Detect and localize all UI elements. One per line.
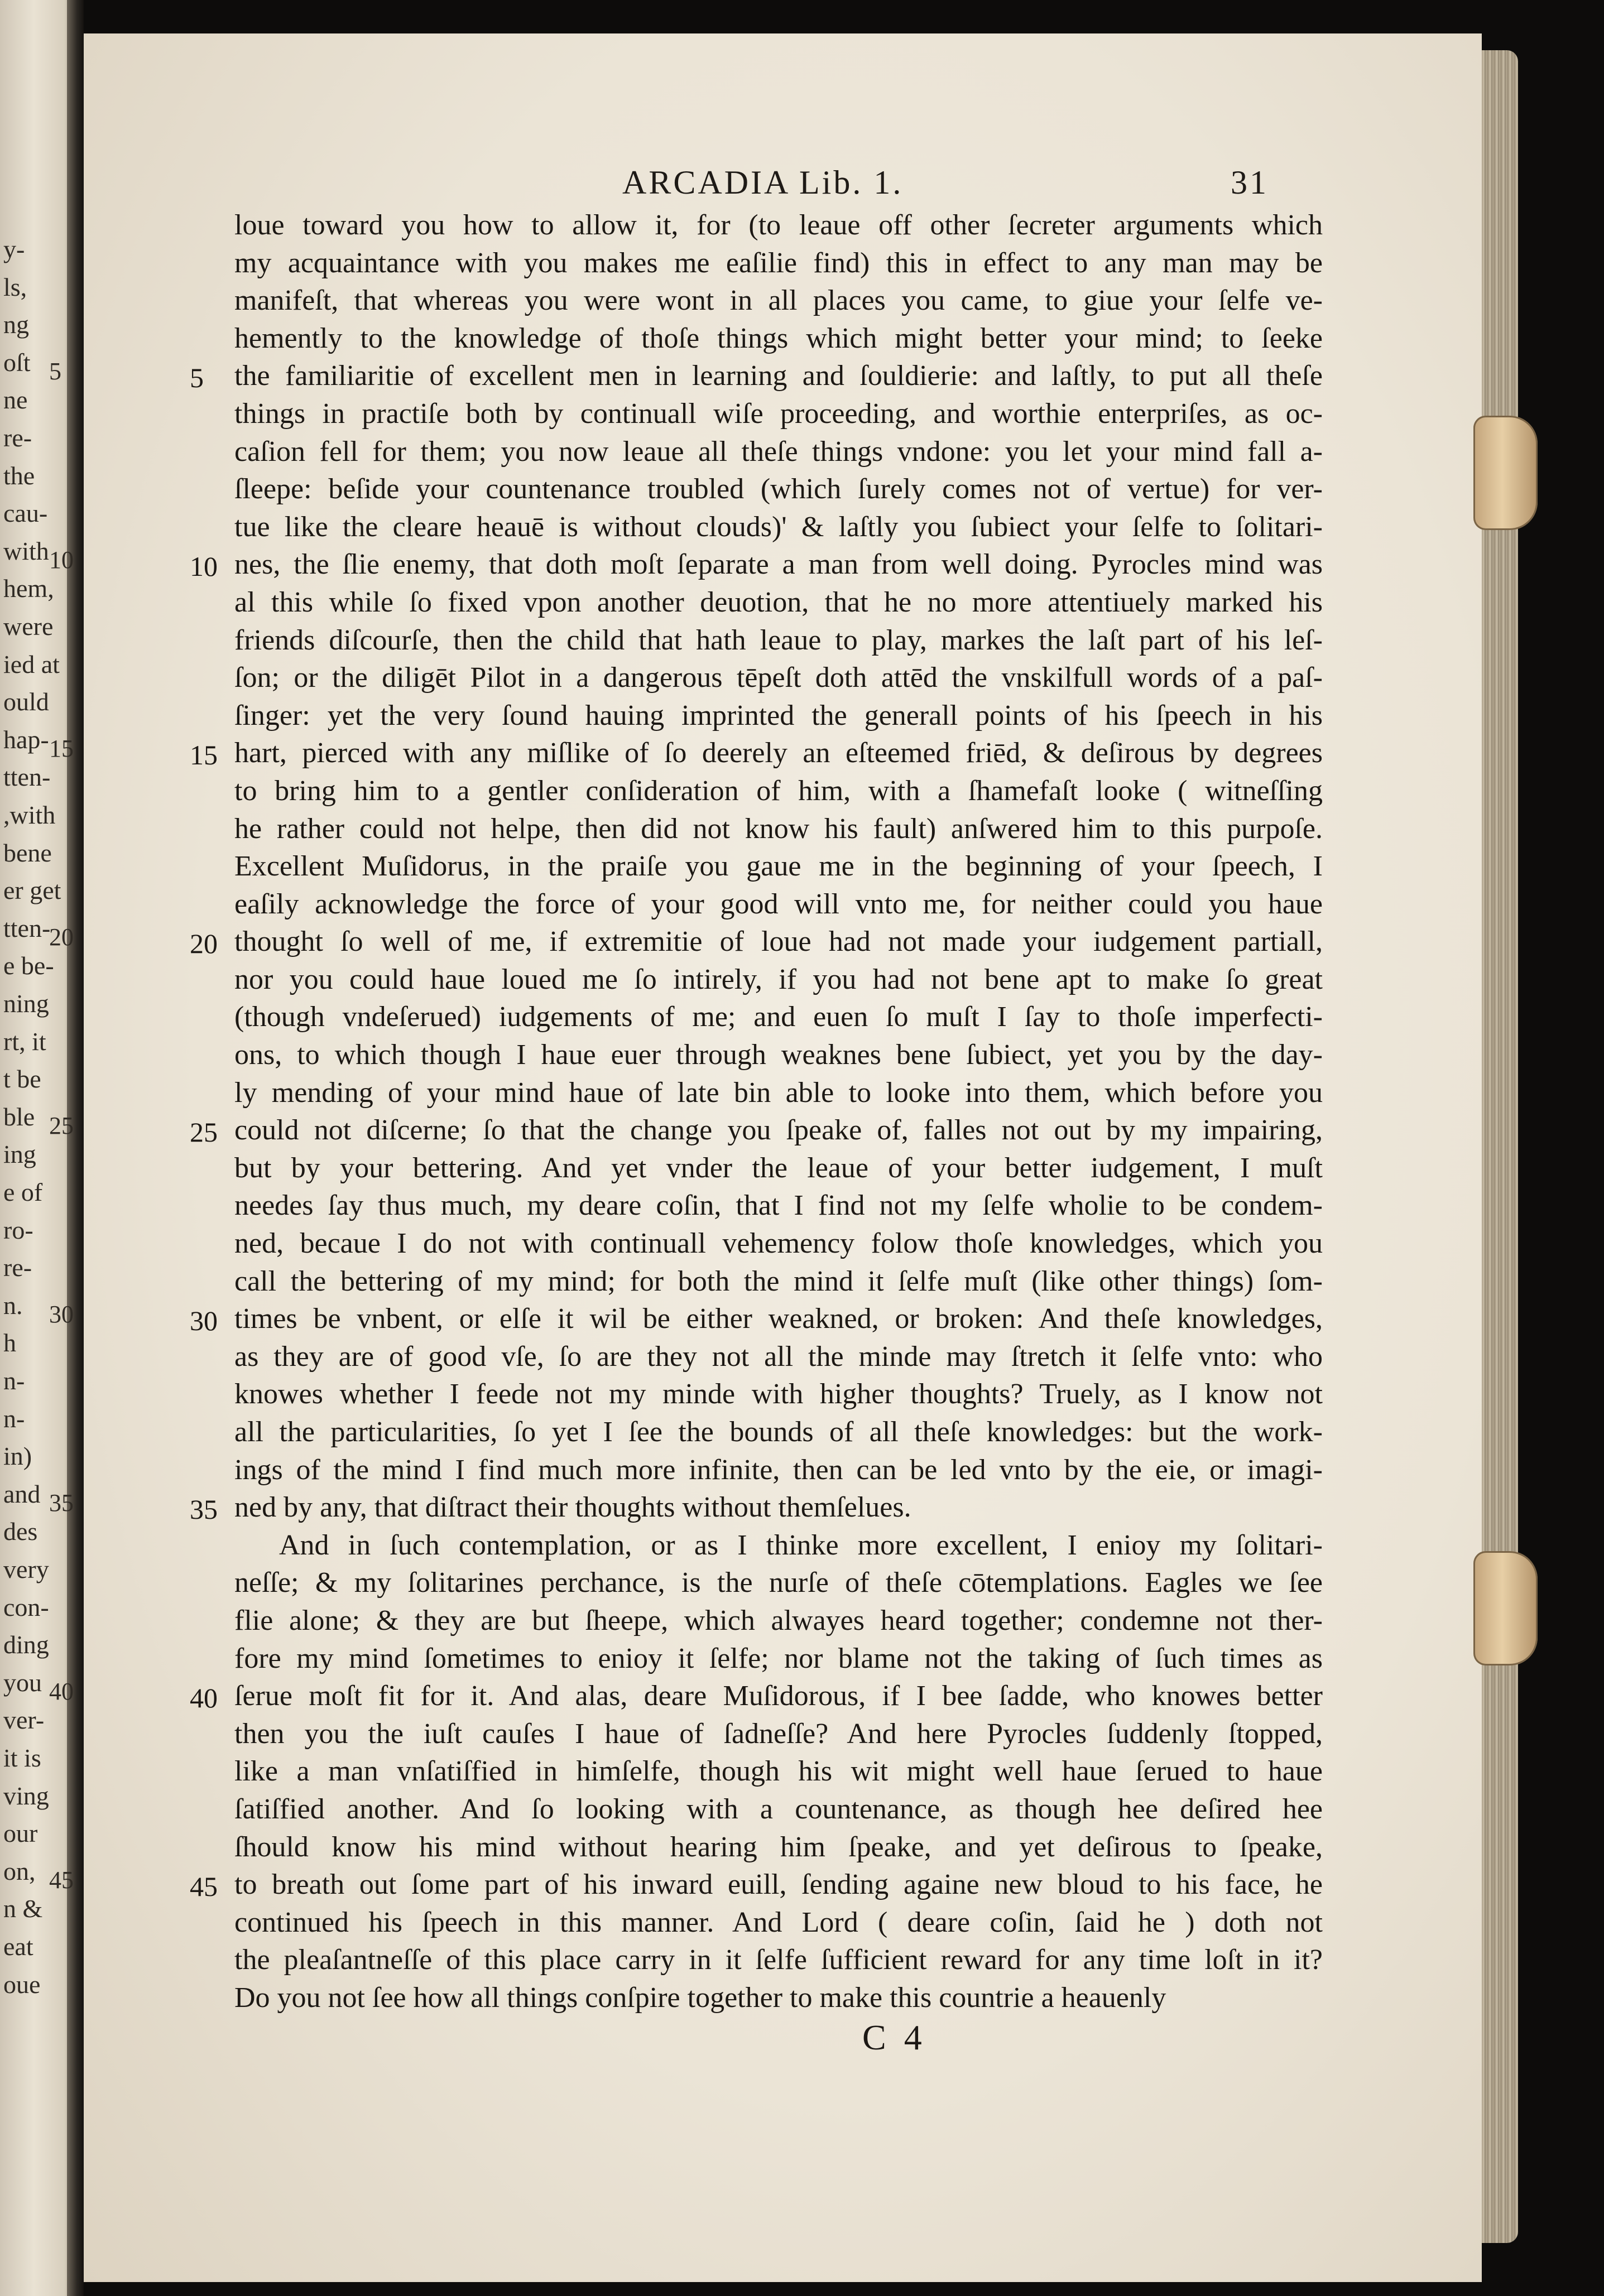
facing-page-fragment: ng xyxy=(3,310,29,339)
facing-page-fragment: on, xyxy=(3,1856,36,1885)
facing-page-fragment: oue xyxy=(3,1970,41,1999)
facing-page-fragment: hap- xyxy=(3,725,49,754)
facing-page-line-number: 10 xyxy=(49,546,74,574)
clasp-upper xyxy=(1473,416,1538,530)
text-line: things in practiſe both by continuall wiſe proceeding, and worthie enterpriſes, as oc- xyxy=(234,397,1323,430)
text-line: ſinger: yet the very ſound hauing imprinted the generall points of his ſpeech in his xyxy=(234,699,1323,731)
text-line: ons, to which though I haue euer through weaknes bene ſubiect, yet you by the day- xyxy=(234,1039,1323,1071)
facing-page-fragment: the xyxy=(3,461,35,490)
text-line: hemently to the knowledge of thoſe things which might better your mind; to ſeeke xyxy=(234,322,1323,354)
text-line: And in ſuch contemplation, or as I thinke more excellent, I enioy my ſolitari- xyxy=(279,1529,1323,1561)
facing-page-line-number: 15 xyxy=(49,735,74,762)
running-head xyxy=(0,163,1604,203)
facing-page-fragment: ro- xyxy=(3,1215,33,1244)
facing-page-fragment: e be- xyxy=(3,951,54,980)
facing-page-fragment: rt, it xyxy=(3,1027,46,1056)
facing-page-fragment: ls, xyxy=(3,272,27,301)
text-line: ſon; or the diligēt Pilot in a dangerous tēpeſt doth attēd the vnskilfull words of a paſ- xyxy=(234,662,1323,694)
facing-page-fragment: ould xyxy=(3,687,49,716)
facing-page-line-number: 30 xyxy=(49,1301,74,1328)
facing-page-fragment: ning xyxy=(3,989,49,1018)
facing-page-fragment: oſt xyxy=(3,348,31,377)
text-line: ly mending of your mind haue of late bin able to looke into them, which before you xyxy=(234,1076,1323,1109)
facing-page-fragment: bene xyxy=(3,838,52,867)
facing-page-fragment: tten- xyxy=(3,913,51,942)
facing-page-fragment: n- xyxy=(3,1366,25,1395)
text-line: loue toward you how to allow it, for (to leaue off other ſecreter arguments which xyxy=(234,209,1323,241)
text-line: flie alone; & they are but ſheepe, which alwayes heard together; condemne not ther- xyxy=(234,1604,1323,1636)
facing-page-fragment: with xyxy=(3,536,49,565)
facing-page-fragment: in) xyxy=(3,1442,32,1471)
folio-number: 31 xyxy=(1231,164,1269,201)
text-line: but by your bettering. And yet vnder the leaue of your better iudgement, I muſt xyxy=(234,1152,1323,1184)
text-line: ings of the mind I find much more infinite, then can be led vnto by the eie, or imagi- xyxy=(234,1453,1323,1486)
text-line: neſſe; & my ſolitarines perchance, is the nurſe of theſe cōtemplations. Eagles we ſee xyxy=(234,1567,1323,1599)
facing-page-fragment: con- xyxy=(3,1592,49,1621)
facing-page-fragment: ne xyxy=(3,386,28,415)
text-line: eaſily acknowledge the force of your good will vnto me, for neither could you haue xyxy=(234,888,1323,920)
text-line: fore my mind ſometimes to enioy it ſelfe; nor blame not the taking of ſuch times as xyxy=(234,1642,1323,1674)
facing-page-line-number: 35 xyxy=(49,1489,74,1517)
text-line: call the bettering of my mind; for both the mind it ſelfe muſt (like other things) ſom- xyxy=(234,1265,1323,1297)
facing-page-fragment: hem, xyxy=(3,574,54,603)
facing-page-fragment: very xyxy=(3,1555,49,1583)
text-line: the familiaritie of excellent men in learning and ſouldierie: and laſtly, to put all theſe xyxy=(234,360,1323,392)
facing-page-line-number: 40 xyxy=(49,1678,74,1705)
text-line: Do you not ſee how all things conſpire together to make this countrie a heauenly xyxy=(234,1981,1166,2014)
text-line: then you the iuſt cauſes I haue of ſadneſſe? And here Pyrocles ſuddenly ſtopped, xyxy=(234,1717,1323,1750)
text-line: (though vndeſerued) iudgements of me; and euen ſo muſt I ſay to thoſe imperfecti- xyxy=(234,1001,1323,1033)
text-line: he rather could not helpe, then did not know his fault) anſwered him to this purpoſe. xyxy=(234,812,1323,845)
facing-page-fragment: ble xyxy=(3,1102,35,1131)
text-line: ſatiſfied another. And ſo looking with a countenance, as though hee deſired hee xyxy=(234,1793,1323,1825)
text-line: ſhould know his mind without hearing him ſpeake, and yet deſirous to ſpeake, xyxy=(234,1831,1323,1863)
text-line: caſion fell for them; you now leaue all theſe things vndone: you let your mind fall a- xyxy=(234,435,1323,468)
facing-page-fragment: ied at xyxy=(3,649,60,678)
facing-page-fragment: our xyxy=(3,1819,38,1848)
facing-page-fragment: tten- xyxy=(3,763,51,792)
facing-page-fragment: t be xyxy=(3,1065,41,1094)
text-line: the pleaſantneſſe of this place carry in it ſelfe ſufficient reward for any time loſt in it? xyxy=(234,1944,1323,1976)
body-text xyxy=(234,206,1323,2017)
text-line: thought ſo well of me, if extremitie of loue had not made your iudgement partiall, xyxy=(234,926,1323,958)
text-line: to bring him to a gentler conſideration of him, with a ſhamefaſt looke ( witneſſing xyxy=(234,774,1323,807)
facing-page-fragment: were xyxy=(3,612,54,641)
running-title: ARCADIA Lib. 1. xyxy=(622,164,904,201)
text-line: ned, becaue I do not with continuall vehemency folow thoſe knowledges, which you xyxy=(234,1228,1323,1260)
text-line: nes, the ſlie enemy, that doth moſt ſeparate a man from well doing. Pyrocles mind was xyxy=(234,548,1323,581)
line-number: 10 xyxy=(190,551,218,583)
facing-page-fragment: cau- xyxy=(3,499,48,528)
facing-page-fragment: ving xyxy=(3,1781,49,1810)
line-number: 15 xyxy=(190,739,218,771)
facing-page-fragment: re- xyxy=(3,1253,32,1282)
facing-page-fragment: n & xyxy=(3,1894,43,1923)
text-line: needes ſay thus much, my deare coſin, that I find not my ſelfe wholie to be condem- xyxy=(234,1190,1323,1222)
facing-page-fragment: ,with xyxy=(3,801,56,829)
clasp-lower xyxy=(1473,1551,1538,1666)
text-line: ſerue moſt fit for it. And alas, deare Muſidorous, if I bee ſadde, who knowes better xyxy=(234,1680,1323,1712)
facing-page-line-number: 45 xyxy=(49,1866,74,1894)
text-line: nor you could haue loued me ſo intirely, if you had not bene apt to make ſo great xyxy=(234,963,1323,995)
facing-page-fragment: eat xyxy=(3,1932,33,1961)
book-gutter xyxy=(67,0,84,2296)
facing-page-fragment: ver- xyxy=(3,1706,45,1735)
facing-page-fragment: e of xyxy=(3,1178,43,1206)
text-line: hart, pierced with any miſlike of ſo deerely an eſteemed friēd, & deſirous by degrees xyxy=(234,737,1323,769)
text-line: manifeſt, that whereas you were wont in all places you came, to giue your ſelfe ve- xyxy=(234,285,1323,317)
text-line: continued his ſpeech in this manner. And Lord ( deare coſin, ſaid he ) doth not xyxy=(234,1906,1323,1938)
text-line: al this while ſo fixed vpon another deuotion, that he no more attentiuely marked his xyxy=(234,586,1323,618)
facing-page-line-number: 20 xyxy=(49,923,74,951)
line-number: 35 xyxy=(190,1494,218,1525)
text-line: like a man vnſatiſfied in himſelfe, though his wit might well haue ſerued to haue xyxy=(234,1755,1323,1788)
text-line: times be vnbent, or elſe it wil be either weakned, or broken: And theſe knowledges, xyxy=(234,1303,1323,1335)
text-line: could not diſcerne; ſo that the change you ſpeake of, falles not out by my impairing, xyxy=(234,1114,1323,1147)
text-line: ſleepe: beſide your countenance troubled (which ſurely comes not of vertue) for ver- xyxy=(234,473,1323,506)
facing-page-fragment: y- xyxy=(3,235,25,263)
line-number: 40 xyxy=(190,1682,218,1714)
text-line: all the particularities, ſo yet I ſee the bounds of all theſe knowledges: but the work- xyxy=(234,1416,1323,1448)
line-number: 25 xyxy=(190,1116,218,1148)
signature-mark: C 4 xyxy=(862,2018,926,2057)
text-line: friends diſcourſe, then the child that hath leaue to play, markes the laſt part of his leſ- xyxy=(234,624,1323,656)
text-line: knowes whether I feede not my minde with higher thoughts? Truely, as I know not xyxy=(234,1378,1323,1411)
text-line: tue like the cleare heauē is without clouds)' & laſtly you ſubiect your ſelfe to ſolitari- xyxy=(234,511,1323,543)
facing-page-fragment: n. xyxy=(3,1291,23,1320)
facing-page-fragment: it is xyxy=(3,1744,41,1772)
line-number: 45 xyxy=(190,1871,218,1903)
facing-page-fragment: ing xyxy=(3,1140,36,1169)
text-line: Excellent Muſidorus, in the praiſe you gaue me in the beginning of your ſpeech, I xyxy=(234,850,1323,883)
text-line: as they are of good vſe, ſo are they not all the minde may ſtretch it ſelfe vnto: who xyxy=(234,1340,1323,1373)
page-stack xyxy=(1479,50,1518,2243)
facing-page-fragment: and xyxy=(3,1479,41,1508)
facing-page-line-number: 25 xyxy=(49,1112,74,1139)
facing-page-fragment: h xyxy=(3,1328,16,1358)
line-number: 20 xyxy=(190,928,218,960)
facing-page-fragment: re- xyxy=(3,423,32,452)
facing-page-fragment: you xyxy=(3,1668,42,1697)
text-line: to breath out ſome part of his inward euill, ſending againe new bloud to his face, he xyxy=(234,1869,1323,1901)
facing-page-fragment: n- xyxy=(3,1404,25,1433)
facing-page-fragment: er get xyxy=(3,876,61,905)
facing-page-line-number: 5 xyxy=(49,358,61,385)
line-number: 5 xyxy=(190,362,204,394)
line-number: 30 xyxy=(190,1305,218,1337)
facing-page-fragment: ding xyxy=(3,1630,49,1659)
text-line: my acquaintance with you makes me eaſilie find) this in effect to any man may be xyxy=(234,247,1323,279)
text-line: ned by any, that diſtract their thoughts without themſelues. xyxy=(234,1491,911,1524)
facing-page-fragment: des xyxy=(3,1517,38,1546)
